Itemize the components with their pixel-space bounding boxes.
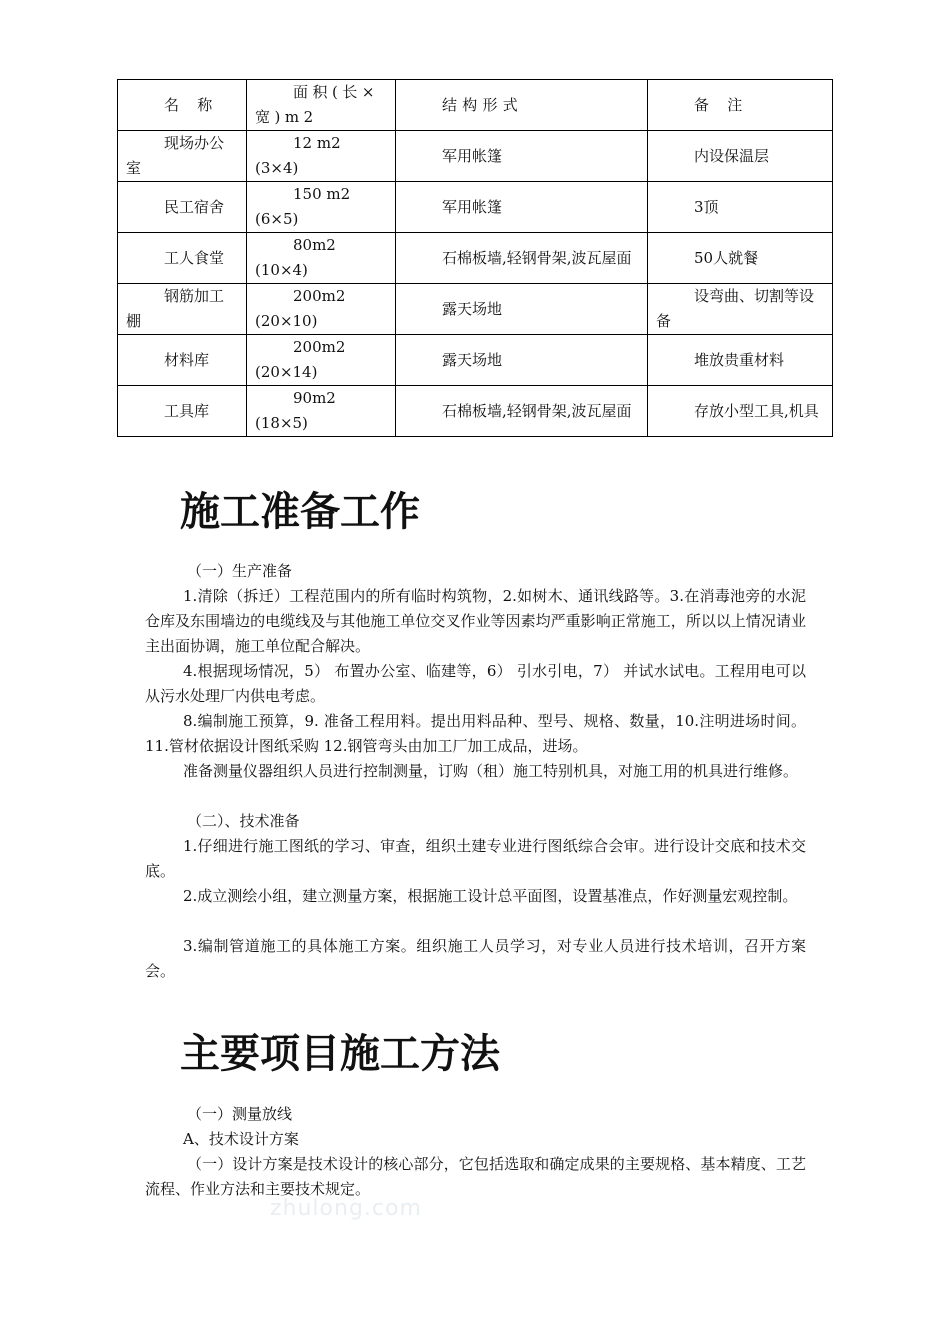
cell-remark: 堆放贵重材料 (648, 335, 833, 386)
table-row (118, 182, 833, 233)
cell-structure: 石棉板墙,轻钢骨架,波瓦屋面 (396, 386, 648, 437)
cell-name: 材料库 (118, 335, 247, 386)
table-header-row (118, 80, 833, 131)
cell-name: 工人食堂 (118, 233, 247, 284)
cell-remark: 内设保温层 (648, 131, 833, 182)
cell-remark: 50人就餐 (648, 233, 833, 284)
cell-area: 12 m2 (3×4) (247, 131, 396, 182)
cell-area: 80m2 (10×4) (247, 233, 396, 284)
table-row (118, 386, 833, 437)
cell-remark: 3顶 (648, 182, 833, 233)
paragraph: 1.清除（拆迁）工程范围内的所有临时构筑物，2.如树木、通讯线路等。3.在消毒池旁的水泥仓库及东围墙边的电缆线及与其他施工单位交叉作业等因素均严重影响正常施工，所以以上情况请业主出面协调，施工单位配合解决。 (145, 587, 806, 655)
header-name: 名 称 (118, 80, 247, 131)
cell-name: 民工宿舍 (118, 182, 247, 233)
cell-structure: 军用帐篷 (396, 131, 648, 182)
paragraph: 8.编制施工预算，9. 准备工程用料。提出用料品种、型号、规格、数量，10.注明进场时间。11.管材依据设计图纸采购 12.钢管弯头由加工厂加工成品，进场。 (145, 712, 806, 755)
cell-area: 90m2 (18×5) (247, 386, 396, 437)
watermark: zhulong.com (270, 1196, 422, 1221)
cell-area: 200m2 (20×14) (247, 335, 396, 386)
cell-area: 150 m2 (6×5) (247, 182, 396, 233)
table-row (118, 284, 833, 335)
table-row (118, 233, 833, 284)
cell-area: 200m2 (20×10) (247, 284, 396, 335)
paragraph: 1.仔细进行施工图纸的学习、审查，组织土建专业进行图纸综合会审。进行设计交底和技术交底。 (145, 837, 806, 880)
paragraph: 2.成立测绘小组，建立测量方案，根据施工设计总平面图，设置基准点，作好测量宏观控制。 (183, 887, 798, 905)
section-title-preparation: 施工准备工作 (180, 489, 420, 535)
table-row (118, 131, 833, 182)
table-row (118, 335, 833, 386)
cell-name: 现场办公室 (118, 131, 247, 182)
header-structure: 结构形式 (396, 80, 648, 131)
cell-structure: 石棉板墙,轻钢骨架,波瓦屋面 (396, 233, 648, 284)
header-remark: 备 注 (648, 80, 833, 131)
cell-structure: 露天场地 (396, 284, 648, 335)
cell-name: 工具库 (118, 386, 247, 437)
subheading-technical: （二）、技术准备 (187, 812, 300, 830)
cell-name: 钢筋加工棚 (118, 284, 247, 335)
cell-structure: 军用帐篷 (396, 182, 648, 233)
cell-remark: 存放小型工具,机具 (648, 386, 833, 437)
header-area: 面积(长×宽)m2 (247, 80, 396, 131)
paragraph: 准备测量仪器组织人员进行控制测量，订购（租）施工特别机具，对施工用的机具进行维修。 (183, 762, 799, 780)
paragraph: （一）设计方案是技术设计的核心部分，它包括选取和确定成果的主要规格、基本精度、工艺流程、作业方法和主要技术规定。 (145, 1155, 806, 1198)
subheading-design-plan: A、技术设计方案 (183, 1130, 299, 1148)
subheading-survey: （一）测量放线 (187, 1105, 293, 1123)
facilities-table (117, 79, 833, 437)
cell-structure: 露天场地 (396, 335, 648, 386)
paragraph: 3.编制管道施工的具体施工方案。组织施工人员学习，对专业人员进行技术培训，召开方案会。 (145, 937, 806, 980)
section-title-methods: 主要项目施工方法 (180, 1031, 500, 1077)
cell-remark: 设弯曲、切割等设备 (648, 284, 833, 335)
subheading-production: （一）生产准备 (187, 562, 293, 580)
paragraph: 4.根据现场情况，5） 布置办公室、临建等，6） 引水引电，7） 并试水试电。工程用电可以从污水处理厂内供电考虑。 (145, 662, 806, 705)
